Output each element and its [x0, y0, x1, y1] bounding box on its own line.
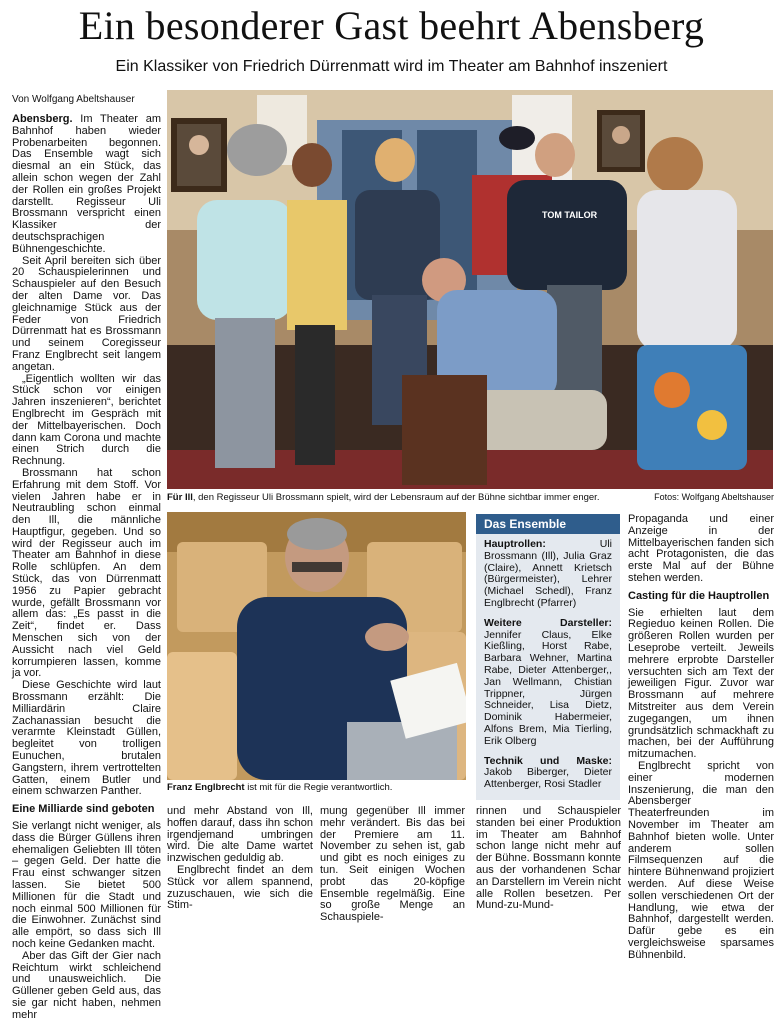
- photo1-caption-lead: Für Ill: [167, 492, 193, 503]
- ensemble-technik-text: Jakob Biberger, Dieter Attenberger, Rosi Stadler: [484, 766, 612, 791]
- photo-credit: Fotos: Wolfgang Abeltshauser: [654, 492, 774, 502]
- subheadline: Ein Klassiker von Friedrich Dürrenmatt wird im Theater am Bahnhof inszeniert: [115, 58, 668, 75]
- lead-paragraph: [12, 114, 161, 256]
- paragraph: Propaganda und einer Anzeige in der Mittelbayerischen fanden sich acht Protagonisten, die das erste Mal auf der Bühne stehen werden.: [628, 513, 774, 584]
- ensemble-hauptrollen-label: Hauptrollen:: [484, 538, 546, 550]
- ensemble-box: [476, 514, 620, 800]
- photo2-caption-lead: Franz Englbrecht: [167, 782, 245, 793]
- paragraph: „Eigentlich wollten wir das Stück schon vor einigen Jahren inszenieren“, berichtet Englbrecht im Gespräch mit der Mittelbayerischen. Doch dann kam Corona und machte einen Strich durch die Rechnung.: [12, 372, 161, 468]
- headline: Ein besonderer Gast beehrt Abensberg: [78, 3, 705, 48]
- ensemble-hauptrollen: [484, 539, 612, 610]
- paragraph: Sie erhielten laut dem Regieduo keinen Rollen. Die größeren Rollen wurden per Leseprobe verteilt. Jeweils mehrere erprobte Darsteller versuchten sich am Text der jeweiligen Figur. Zuvor war Brossmann auf mehrere Mitstreiter aus dem Verein zugegangen, um ihnen grundsätzlich schmackhaft zu machen, bei der Aufführung mitzumachen.: [628, 606, 774, 761]
- subheading: Eine Milliarde sind geboten: [12, 803, 155, 816]
- paragraph: Seit April bereiten sich über 20 Schauspielerinnen und Schauspieler auf den Besuch der alten Dame vor. Das gleichnamige Stück aus der Feder von Friedrich Dürrenmatt hat es Brossmann und seinem Coregisseur Franz Englbrecht seit langem angetan.: [12, 254, 161, 373]
- photo-englbrecht: [167, 512, 466, 780]
- ensemble-weitere-label: Weitere Darsteller:: [484, 616, 612, 629]
- column-3: [320, 806, 465, 924]
- ensemble-technik-label: Technik und Maske:: [484, 754, 612, 767]
- paragraph: Aber das Gift der Gier nach Reichtum wirkt schleichend und unausweichlich. Die Güllener geben Geld aus, das sie gar nicht haben, nehmen mehr: [12, 949, 161, 1021]
- paragraph: und mehr Abstand von Ill, hoffen darauf, dass ihn schon irgendjemand umbringen wird. Die alte Dame wartet inzwischen geduldig ab.: [167, 805, 313, 865]
- ensemble-weitere: [484, 618, 612, 748]
- paragraph: mung gegenüber Ill immer mehr verändert. Bis das bei der Premiere am 11. November zu sehen ist, gab und gibt es noch einiges zu tun. Seit einigen Wochen probt das 20-köpfige Ensemble regelmäßig. Eine so große Menge an Schauspiele-: [320, 805, 465, 924]
- paragraph: Englbrecht spricht von einer modernen Inszenierung, die man den Abensberger Theaterfreunden im November im Theater am Bahnhof bieten wolle. Unter anderem sollen Filmsequenzen auf die hintere Bühnenwand projiziert werden. Auf diese Weise sollen verschiedenen Ort der Handlung, wie etwa der Bahnhof, dargestellt werden. Dafür gebe es ein vergleichsweise sparsames Bühnenbild.: [628, 759, 774, 961]
- ensemble-hauptrollen-text: Uli Brossmann (Ill), Julia Graz (Claire), Annett Krietsch (Bürgermeister), Lehrer (Michael Schedl), Franz Englbrecht (Pfarrer): [484, 538, 612, 609]
- photo2-caption: [167, 782, 466, 793]
- photo1-caption-text: , den Regisseur Uli Brossmann spielt, wird der Lebensraum auf der Bühne sichtbar immer enger.: [192, 492, 600, 503]
- ensemble-weitere-text: Jennifer Claus, Elke Kießling, Horst Rabe, Barbara Wehner, Martina Rabe, Dieter Attenberger,, Jan Wellmann, Chistian Trippner, Jürgen Schneider, Lisa Dietz, Dominik Habermeier, Alfons Brem, Mia Tierling, Erik Olberg: [484, 628, 612, 747]
- photo1-caption: [167, 492, 647, 503]
- column-1: [12, 114, 161, 1022]
- subheading: Casting für die Hauptrollen: [628, 589, 770, 602]
- ensemble-technik: [484, 756, 612, 791]
- dateline: Abensberg.: [12, 113, 73, 125]
- author-byline: Von Wolfgang Abeltshauser: [12, 94, 135, 105]
- ensemble-body: [476, 534, 620, 804]
- shirt-text: TOM TAILOR: [542, 210, 598, 220]
- photo2-caption-text: ist mit für die Regie verantwortlich.: [244, 782, 393, 793]
- lead-text: Im Theater am Bahnhof haben wieder Probenarbeiten begonnen. Das Ensemble wagt sich diesmal an ein Stück, das allein schon wegen der Zahl der Rollen ein großes Projekt darstellt. Regisseur Uli Brossmann verspricht einen Klassiker der deutschsprachigen Bühnengeschichte.: [12, 113, 161, 255]
- paragraph: rinnen und Schauspieler standen bei einer Produktion im Theater am Bahnhof schon lange nicht mehr auf der Bühne. Bossmann konnte aus der vorhandenen Schar an Darstellern im Verein nicht alle Rollen besetzen. Per Mund-zu-Mund-: [476, 805, 621, 912]
- paragraph: Sie verlangt nicht weniger, als dass die Bürger Güllens ihren ehemaligen Geliebten Ill töten – gegen Geld. Der hatte die Frau einst schwanger sitzen lassen. Sie bietet 500 Millionen für die Stadt und noch einmal 500 Millionen für die Einwohner. Zunächst sind alle empört, so dass sich Ill noch keine Gedanken macht.: [12, 820, 161, 950]
- ensemble-title: Das Ensemble: [476, 514, 620, 534]
- paragraph: Brossmann hat schon Erfahrung mit dem Stoff. Vor vielen Jahren habe er in Neutraubling schon einmal den Ill, die männliche Hauptfigur, gegeben. Und so wird der Regisseur auch im Theater am Bahnhof in diese Rolle schlüpfen. An dem Stück, das von Dürrenmatt 1956 zu Papier gebracht wurde, gefällt Brossmann vor allem das: „Es passt in die Zeit“, findet er. Dass Menschen sich von der Aussicht nach viel Geld korrumpieren lassen, komme ja vor.: [12, 466, 161, 680]
- photo-englbrecht-image: [167, 512, 466, 780]
- paragraph: Englbrecht findet an dem Stück vor allem spannend, zuzuschauen, wie sich die Stim-: [167, 863, 313, 912]
- photo-rehearsal: [167, 90, 773, 489]
- paragraph: Diese Geschichte wird laut Brossmann erzählt: Die Milliardärin Claire Zachanassian besucht die verarmte Kleinstadt Güllen, begleitet von trolligen Eunuchen, brutalen Gangstern, ihrem vertrottelten Gatten, einem Butler und einem schwarzen Panther.: [12, 679, 161, 798]
- photo-rehearsal-image: [167, 90, 773, 489]
- column-4: [476, 806, 621, 912]
- column-5: [628, 514, 774, 961]
- column-2: [167, 806, 313, 912]
